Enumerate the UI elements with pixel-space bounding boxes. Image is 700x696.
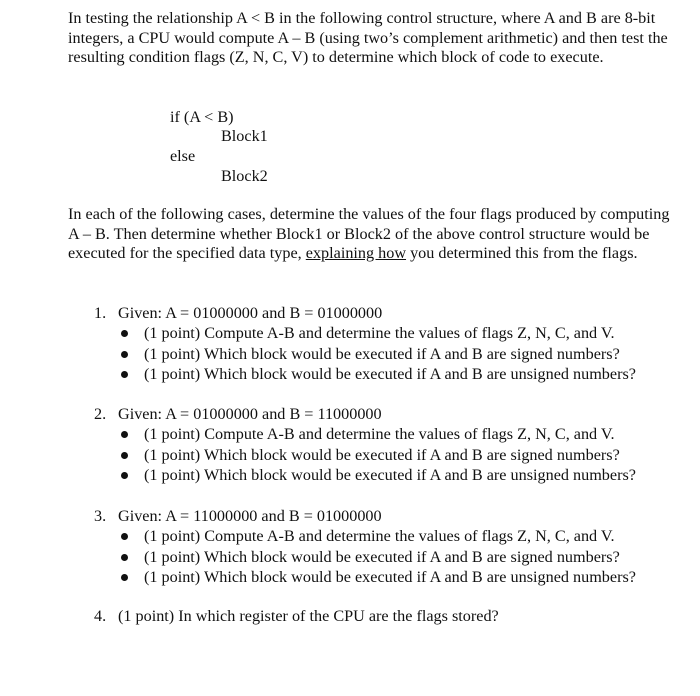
bullet-text: (1 point) Which block would be executed if A and B are unsigned numbers?: [144, 466, 636, 484]
question-number: 2.: [94, 405, 107, 423]
bullet-dot-icon: [121, 371, 128, 378]
question-header: [94, 303, 684, 323]
bullet-dot-icon: [121, 574, 128, 581]
code-block1: Block1: [221, 127, 268, 145]
bullet-dot-icon: [121, 452, 128, 459]
question-bullet: [94, 445, 684, 466]
intro-paragraph: In testing the relationship A < B in the following control structure, where A and B are 8-bit integers, a CPU would compute A – B (using two’s complement arithmetic) and then test the resulting condition flags (Z, N, C, V) to determine which block of code to execute.: [68, 9, 668, 66]
bullet-dot-icon: [121, 472, 128, 479]
bullet-dot-icon: [121, 533, 128, 540]
bullet-text: (1 point) Which block would be executed if A and B are signed numbers?: [144, 445, 620, 464]
instructions-text-before: In each of the following cases, determine the values of the four flags produced by computing A – B. Then determine whether Block1 or Block2 of the above control structure would be executed for the specified data type,: [68, 205, 670, 262]
bullet-text: (1 point) Compute A-B and determine the values of flags Z, N, C, and V.: [144, 425, 615, 443]
question-header: [94, 506, 684, 526]
question-header: [94, 404, 684, 424]
question-3: [94, 506, 684, 588]
code-if-line: if (A < B): [170, 108, 234, 126]
question-bullet: [94, 567, 684, 588]
question-given: Given: A = 01000000 and B = 11000000: [118, 405, 382, 423]
question-4: [94, 606, 684, 626]
bullet-dot-icon: [121, 330, 128, 337]
instructions-paragraph: [68, 205, 678, 264]
question-bullet: [94, 323, 684, 344]
question-given: Given: A = 01000000 and B = 01000000: [118, 304, 383, 322]
question-bullet: [94, 547, 684, 568]
question-bullet: [94, 526, 684, 547]
question-number: 3.: [94, 507, 107, 525]
question-bullet: [94, 364, 684, 385]
bullet-text: (1 point) Which block would be executed if A and B are signed numbers?: [144, 547, 620, 566]
question-number: 4.: [94, 607, 107, 625]
bullet-dot-icon: [121, 554, 128, 561]
bullet-text: (1 point) Which block would be executed if A and B are signed numbers?: [144, 344, 620, 363]
question-bullet: [94, 424, 684, 445]
question-bullet-list: [94, 424, 684, 486]
question-bullet-list: [94, 526, 684, 588]
question-bullet-list: [94, 323, 684, 385]
question-header: [94, 606, 684, 626]
question-bullet: [94, 465, 684, 486]
bullet-text: (1 point) Compute A-B and determine the values of flags Z, N, C, and V.: [144, 324, 615, 342]
instructions-underlined: explaining how: [305, 244, 407, 262]
question-given: Given: A = 11000000 and B = 01000000: [118, 507, 382, 525]
bullet-dot-icon: [121, 431, 128, 438]
bullet-text: (1 point) Which block would be executed if A and B are unsigned numbers?: [144, 365, 636, 383]
question-2: [94, 404, 684, 486]
question-number: 1.: [94, 304, 107, 322]
bullet-text: (1 point) Compute A-B and determine the values of flags Z, N, C, and V.: [144, 527, 615, 545]
bullet-dot-icon: [121, 351, 128, 358]
code-else-line: else: [170, 147, 196, 165]
question-1: [94, 303, 684, 385]
bullet-text: (1 point) Which block would be executed if A and B are unsigned numbers?: [144, 568, 636, 586]
question-given: (1 point) In which register of the CPU are the flags stored?: [118, 607, 499, 625]
question-bullet: [94, 344, 684, 365]
instructions-text-after: you determined this from the flags.: [406, 244, 638, 262]
code-block2: Block2: [221, 167, 268, 185]
